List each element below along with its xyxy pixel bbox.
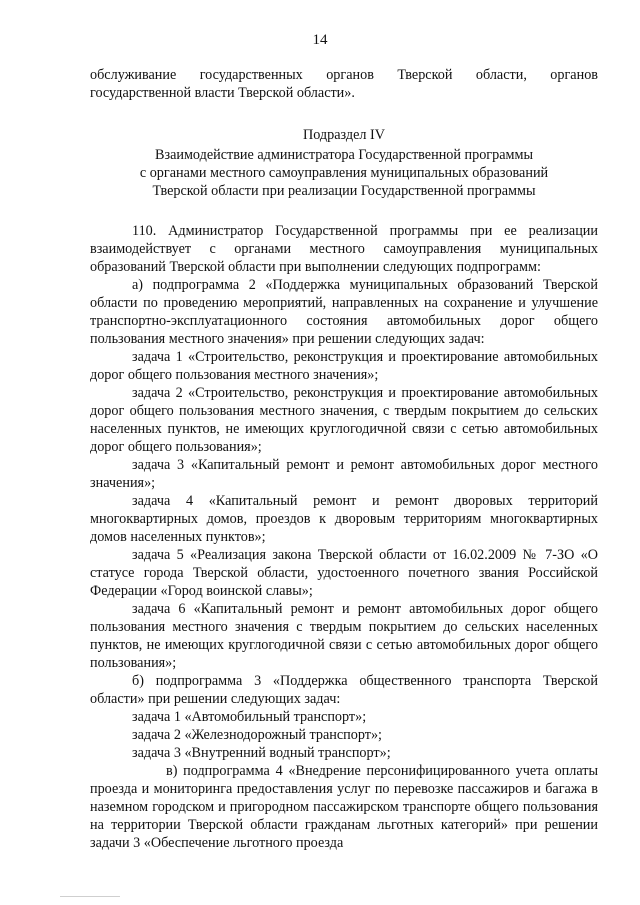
- task-item: задача 3 «Капитальный ремонт и ремонт автомобильных дорог местного значения»;: [90, 457, 598, 491]
- task-item: задача 1 «Строительство, реконструкция и проектирование автомобильных дорог общего пользования местного значения»;: [90, 349, 598, 383]
- subsection-heading-line: Тверской области при реализации Государственной программы: [152, 183, 536, 199]
- task-item: задача 2 «Железнодорожный транспорт»;: [132, 727, 382, 743]
- page-number: 14: [312, 32, 328, 48]
- task-item: задача 6 «Капитальный ремонт и ремонт автомобильных дорог общего пользования местного значения с твердым покрытием до сельских населенных пунктов, не имеющих круглогодичной связи с сетью автомобильных дорог общего пользования»;: [90, 601, 598, 671]
- task-item: задача 5 «Реализация закона Тверской области от 16.02.2009 № 7-ЗО «О статусе города Тверской области, удостоенного почетного звания Российской Федерации «Город воинской славы»;: [90, 547, 598, 599]
- subprogram-3-item: б) подпрограмма 3 «Поддержка общественного транспорта Тверской области» при решении следующих задач:: [90, 673, 598, 707]
- subsection-heading-line: Взаимодействие администратора Государственной программы: [155, 147, 533, 163]
- task-item: задача 3 «Внутренний водный транспорт»;: [132, 745, 391, 761]
- scan-edge-mark: [60, 896, 120, 897]
- task-item: задача 1 «Автомобильный транспорт»;: [132, 709, 367, 725]
- paragraph-110: 110. Администратор Государственной программы при ее реализации взаимодействует с органами местного самоуправления муниципальных образований Тверской области при выполнении следующих подпрограмм:: [90, 223, 598, 275]
- subsection-heading-line: с органами местного самоуправления муниципальных образований: [139, 165, 549, 181]
- subprogram-4-item: в) подпрограмма 4 «Внедрение персонифицированного учета оплаты проезда и мониторинга предоставления услуг по перевозке пассажиров и багажа в наземном городском и пригородном пассажирском транспорте общего пользования на территории Тверской области гражданам льготных категорий» при решении задачи 3 «Обеспечение льготного проезда: [90, 763, 598, 851]
- task-item: задача 2 «Строительство, реконструкция и проектирование автомобильных дорог общего пользования местного значения, с твердым покрытием до сельских населенных пунктов, не имеющих круглогодичной связи с сетью автомобильных дорог общего пользования»;: [90, 385, 598, 455]
- subsection-heading: [90, 146, 598, 200]
- task-item: задача 4 «Капитальный ремонт и ремонт дворовых территорий многоквартирных домов, проездов к дворовым территориям многоквартирных домов населенных пунктов»;: [90, 493, 598, 545]
- subsection-title: Подраздел IV: [302, 127, 385, 143]
- document-body: [90, 66, 598, 852]
- intro-paragraph: обслуживание государственных органов Тверской области, органов государственной власти Тверской области».: [90, 67, 598, 101]
- subprogram-2-item: а) подпрограмма 2 «Поддержка муниципальных образований Тверской области по проведению мероприятий, направленных на сохранение и улучшение транспортно-эксплуатационного состояния автомобильных дорог общего пользования местного значения» при решении следующих задач:: [90, 277, 598, 347]
